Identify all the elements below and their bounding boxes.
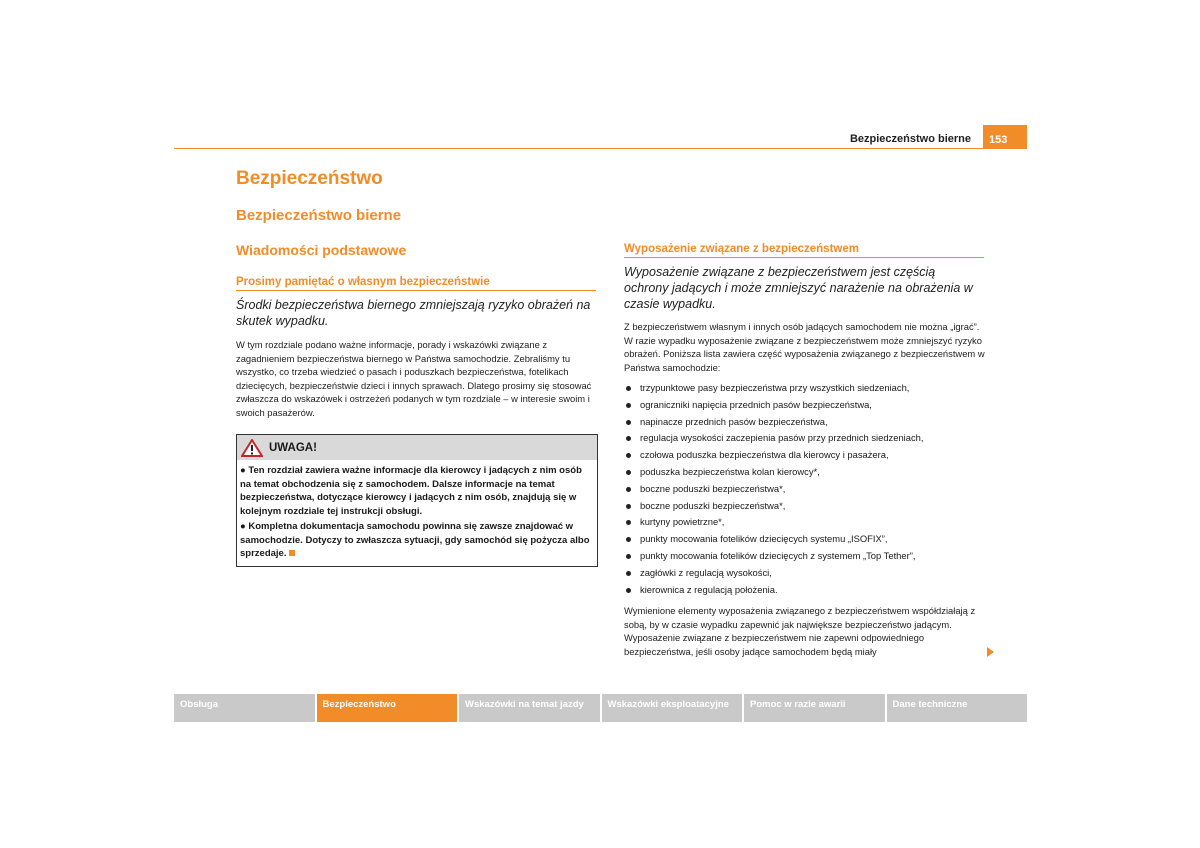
right-body-1: Z bezpieczeństwem własnym i innych osób jadących samochodem nie można „igrać”. W razie wypadku wyposażenie związane z bezpieczeństwem może zmniejszyć ryzyko obrażeń. Poniższa lista zawiera część wyposażenia związanego z bezpieczeństwem w Państwa samochodzie:: [624, 321, 985, 373]
list-item: zagłówki z regulacją wysokości,: [624, 565, 923, 582]
tab-bezpieczenstwo[interactable]: Bezpieczeństwo: [317, 694, 458, 722]
left-body: W tym rozdziale podano ważne informacje, porady i wskazówki związane z zagadnieniem bezpieczeństwa biernego w Państwa samochodzie. Zebraliśmy tu wszystko, co trzeba wiedzieć o pasach i poduszkach bezpieczeństwa, fotelikach dziecięcych, bezpieczeństwie dzieci i innych sprawach. Dlatego prosimy się stosować zwłaszcza do wskazówek i ostrzeżeń podanych w tym rozdziale – w interesie swoim i swoich pasażerów.: [236, 339, 592, 418]
list-item: punkty mocowania fotelików dziecięcych systemu „ISOFIX”,: [624, 531, 923, 548]
list-item: czołowa poduszka bezpieczeństwa dla kierowcy i pasażera,: [624, 447, 923, 464]
tab-obsluga[interactable]: Obsługa: [174, 694, 315, 722]
warning-item-text: Ten rozdział zawiera ważne informacje dla kierowcy i jadących z nim osób na temat obchodzenia się z samochodem. Dalsze informacje na temat bezpieczeństwa, dotyczące kierowcy i jadących z nim osób, znajdują się w kolejnym rozdziale tej instrukcji obsługi.: [240, 465, 582, 517]
right-intro: Wyposażenie związane z bezpieczeństwem jest częścią ochrony jadących i może zmniejszyć narażenie na obrażenia w czasie wypadku.: [624, 265, 973, 311]
warning-header: [237, 435, 597, 460]
list-item: kierownica z regulacją położenia.: [624, 582, 923, 599]
tab-dane-techniczne[interactable]: Dane techniczne: [887, 694, 1028, 722]
subsection-title: Wiadomości podstawowe: [236, 242, 407, 258]
chapter-title: Bezpieczeństwo: [236, 168, 383, 189]
left-subheading: Prosimy pamiętać o własnym bezpieczeństwie: [236, 276, 596, 291]
tab-pomoc-awarii[interactable]: Pomoc w razie awarii: [744, 694, 885, 722]
page-number: 153: [983, 125, 1027, 148]
list-item: poduszka bezpieczeństwa kolan kierowcy*,: [624, 464, 923, 481]
right-body-2: Wymienione elementy wyposażenia związanego z bezpieczeństwem współdziałają z sobą, by w czasie wypadku zapewnić jak największe bezpieczeństwo jadącym. Wyposażenie związane z bezpieczeństwem nie zapewni odpowiedniego bezpieczeństwa, jeśli osoby jadące samochodem będą miały: [624, 605, 976, 657]
warning-item-text: Kompletna dokumentacja samochodu powinna się zawsze znajdować w samochodzie. Dotyczy to zwłaszcza sytuacji, gdy samochód się pożycza albo sprzedaje.: [240, 521, 590, 559]
equipment-list: [624, 380, 923, 598]
warning-title: UWAGA!: [269, 441, 317, 454]
warning-item: ● Kompletna dokumentacja samochodu powinna się zawsze znajdować w samochodzie. Dotyczy to zwłaszcza sytuacji, gdy samochód się pożycza albo sprzedaje.: [240, 521, 590, 559]
list-item: boczne poduszki bezpieczeństwa*,: [624, 481, 923, 498]
end-square-icon: [289, 550, 295, 556]
warning-item: ● Ten rozdział zawiera ważne informacje dla kierowcy i jadących z nim osób na temat obchodzenia się z samochodem. Dalsze informacje na temat bezpieczeństwa, dotyczące kierowcy i jadących z nim osób, znajdują się w kolejnym rozdziale tej instrukcji obsługi.: [240, 465, 582, 517]
continue-arrow-icon: [987, 647, 994, 657]
list-item: ograniczniki napięcia przednich pasów bezpieczeństwa,: [624, 397, 923, 414]
chapter-nav: [174, 694, 1027, 722]
warning-body: [237, 460, 597, 566]
right-subheading: Wyposażenie związane z bezpieczeństwem: [624, 243, 984, 258]
list-item: boczne poduszki bezpieczeństwa*,: [624, 498, 923, 515]
list-item: napinacze przednich pasów bezpieczeństwa,: [624, 414, 923, 431]
running-header-title: Bezpieczeństwo bierne: [849, 133, 971, 145]
left-intro: Środki bezpieczeństwa biernego zmniejszają ryzyko obrażeń na skutek wypadku.: [236, 298, 591, 328]
warning-triangle-icon: [241, 439, 263, 457]
tab-wskazowki-eksploatacyjne[interactable]: Wskazówki eksploatacyjne: [602, 694, 743, 722]
warning-box: [236, 434, 598, 567]
list-item: regulacja wysokości zaczepienia pasów przy przednich siedzeniach,: [624, 430, 923, 447]
list-item: trzypunktowe pasy bezpieczeństwa przy wszystkich siedzeniach,: [624, 380, 923, 397]
header-rule: [174, 148, 1027, 149]
list-item: punkty mocowania fotelików dziecięcych z systemem „Top Tether”,: [624, 548, 923, 565]
section-title: Bezpieczeństwo bierne: [236, 207, 402, 224]
list-item: kurtyny powietrzne*,: [624, 514, 923, 531]
tab-wskazowki-jazdy[interactable]: Wskazówki na temat jazdy: [459, 694, 600, 722]
